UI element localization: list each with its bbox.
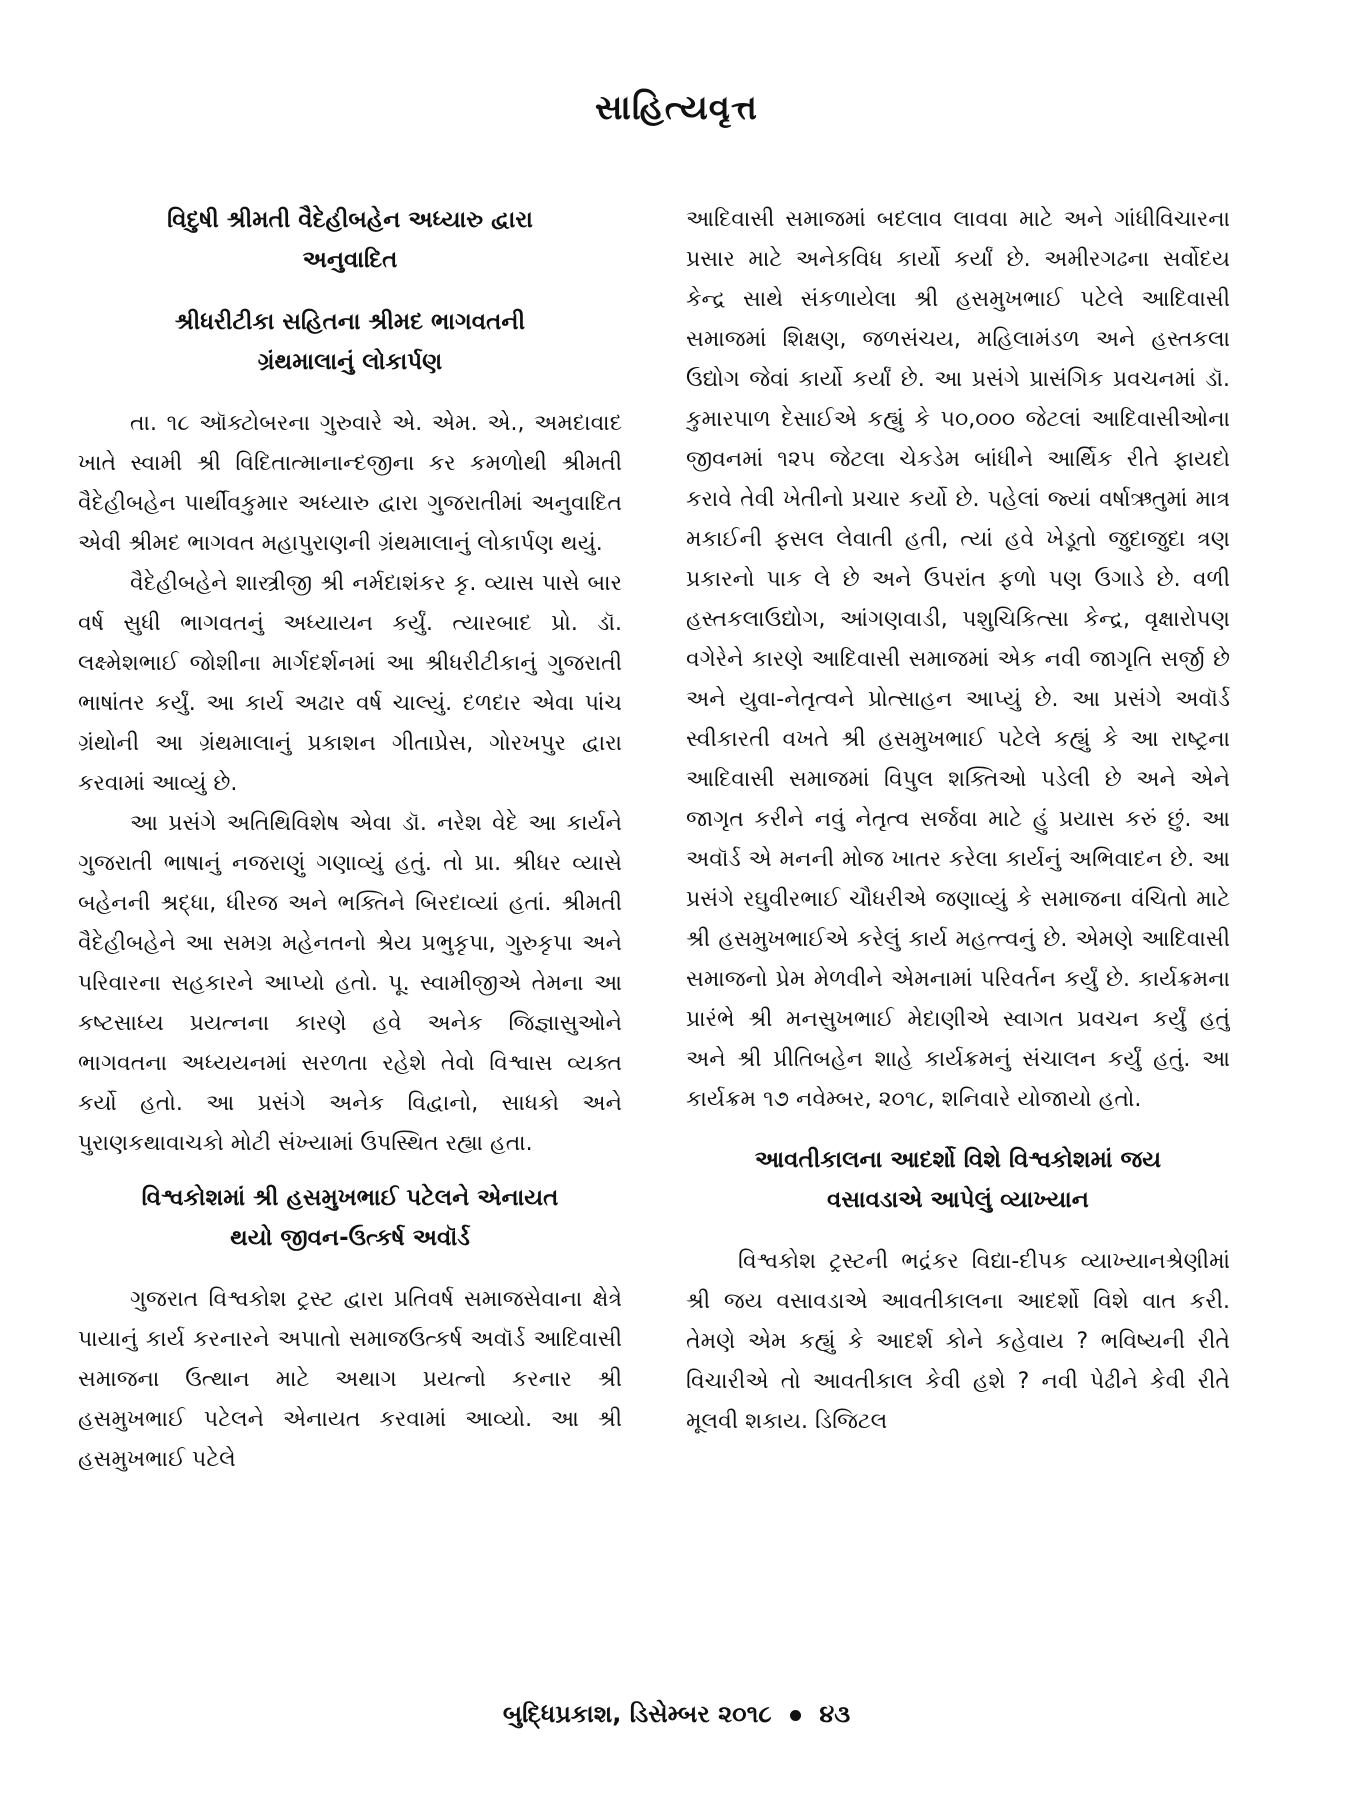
article-heading-line1: વિદુષી શ્રીમતી વૈદેહીબહેન અધ્યારુ દ્વારા [167,207,533,233]
article-award [78,1178,622,1480]
article-heading-line2: વસાવડાએ આપેલું વ્યાખ્યાન [827,1187,1089,1213]
page-number: ૪૩ [819,1700,851,1728]
article-heading-line1: આવતીકાલના આદર્શો વિશે વિશ્વકોશમાં જય [754,1147,1162,1173]
left-column [78,200,622,1680]
article-heading-line1: વિશ્વકોશમાં શ્રી હસમુખભાઈ પટેલને એનાયત [141,1185,559,1211]
bullet-icon [790,1710,801,1721]
article-subheading-line2: ગ્રંથમાલાનું લોકાર્પણ [257,349,443,375]
page-header: સાહિત્યવૃત્ત [595,88,758,128]
article-award-continued [686,200,1230,1120]
paragraph: આ પ્રસંગે અતિથિવિશેષ એવા ડૉ. નરેશ વેદે આ કાર્યને ગુજરાતી ભાષાનું નજરાણું ગણાવ્યું હતું. તો પ્રા. શ્રીધર વ્યાસે બહેનની શ્રદ્ધા, ધીરજ અને ભક્તિને બિરદાવ્યાં હતાં. શ્રીમતી વૈદેહીબહેને આ સમગ્ર મહેનતનો શ્રેય પ્રભુકૃપા, ગુરુકૃપા અને પરિવારના સહકારને આપ્યો હતો. પૂ. સ્વામીજીએ તેમના આ કષ્ટસાધ્ય પ્રયત્નના કારણે હવે અનેક જિજ્ઞાસુઓને ભાગવતના અધ્યયનમાં સરળતા રહેશે તેવો વિશ્વાસ વ્યક્ત કર્યો હતો. આ પ્રસંગે અનેક વિદ્વાનો, સાધકો અને પુરાણકથાવાચકો મોટી સંખ્યામાં ઉપસ્થિત રહ્યા હતા. [78,811,622,1156]
paragraph: વૈદેહીબહેને શાસ્ત્રીજી શ્રી નર્મદાશંકર કૃ. વ્યાસ પાસે બાર વર્ષ સુધી ભાગવતનું અધ્યાયન કર્યું. ત્યારબાદ પ્રો. ડૉ. લક્ષ્મેશભાઈ જોશીના માર્ગદર્શનમાં આ શ્રીધરીટીકાનું ગુજરાતી ભાષાંતર કર્યું. આ કાર્ય અઢાર વર્ષ ચાલ્યું. દળદાર એવા પાંચ ગ્રંથોની આ ગ્રંથમાલાનું પ્રકાશન ગીતાપ્રેસ, ગોરખપુર દ્વારા કરવામાં આવ્યું છે. [78,571,622,796]
paragraph: ગુજરાત વિશ્વકોશ ટ્રસ્ટ દ્વારા પ્રતિવર્ષ સમાજસેવાના ક્ષેત્રે પાયાનું કાર્ય કરનારને અપાતો સમાજઉત્કર્ષ અવૉર્ડ આદિવાસી સમાજના ઉત્થાન માટે અથાગ પ્રયત્નો કરનાર શ્રી હસમુખભાઈ પટેલને એનાયત કરવામાં આવ્યો. આ શ્રી હસમુખભાઈ પટેલે [78,1287,622,1472]
article-heading-line2: અનુવાદિત [302,247,398,273]
article-heading-line2: થયો જીવન-ઉત્કર્ષ અવૉર્ડ [230,1225,470,1251]
paragraph: વિશ્વકોશ ટ્રસ્ટની ભદ્રંકર વિદ્યા-દીપક વ્યાખ્યાનશ્રેણીમાં શ્રી જય વસાવડાએ આવતીકાલના આદર્શો વિશે વાત કરી. તેમણે એમ કહ્યું કે આદર્શ કોને કહેવાય ? ભવિષ્યની રીતે વિચારીએ તો આવતીકાલ કેવી હશે ? નવી પેઢીને કેવી રીતે મૂલવી શકાય. ડિજિટલ [686,1249,1230,1434]
paragraph: તા. ૧૮ ઑક્ટોબરના ગુરુવારે એ. એમ. એ., અમદાવાદ ખાતે સ્વામી શ્રી વિદિતાત્માનાન્દજીના કર કમળોથી શ્રીમતી વૈદેહીબહેન પાર્થીવકુમાર અધ્યારુ દ્વારા ગુજરાતીમાં અનુવાદિત એવી શ્રીમદ ભાગવત મહાપુરાણની ગ્રંથમાલાનું લોકાર્પણ થયું. [78,411,622,556]
page-footer [0,1700,1353,1728]
article-subheading-line1: શ્રીધરીટીકા સહિતના શ્રીમદ ભાગવતની [174,309,526,335]
publication-name: બુદ્ધિપ્રકાશ, ડિસેમ્બર ૨૦૧૮ [502,1700,772,1728]
article-lecture [686,1140,1230,1442]
right-column [686,200,1230,1680]
article-bhagvat-release [78,200,622,1164]
paragraph: આદિવાસી સમાજમાં બદલાવ લાવવા માટે અને ગાંધીવિચારના પ્રસાર માટે અનેકવિધ કાર્યો કર્યાં છે. અમીરગઢના સર્વોદય કેન્દ્ર સાથે સંકળાયેલા શ્રી હસમુખભાઈ પટેલે આદિવાસી સમાજમાં શિક્ષણ, જળસંચય, મહિલામંડળ અને હસ્તકલા ઉદ્યોગ જેવાં કાર્યો કર્યાં છે. આ પ્રસંગે પ્રાસંગિક પ્રવચનમાં ડૉ. કુમારપાળ દેસાઈએ કહ્યું કે ૫૦,૦૦૦ જેટલાં આદિવાસીઓના જીવનમાં ૧૨૫ જેટલા ચેકડેમ બાંધીને આર્થિક રીતે ફાયદો કરાવે તેવી ખેતીનો પ્રચાર કર્યો છે. પહેલાં જ્યાં વર્ષાઋતુમાં માત્ર મકાઈની ફસલ લેવાતી હતી, ત્યાં હવે ખેડૂતો જુદાજુદા ત્રણ પ્રકારનો પાક લે છે અને ઉપરાંત ફળો પણ ઉગાડે છે. વળી હસ્તકલાઉદ્યોગ, આંગણવાડી, પશુચિકિત્સા કેન્દ્ર, વૃક્ષારોપણ વગેરેને કારણે આદિવાસી સમાજમાં એક નવી જાગૃતિ સર્જી છે અને યુવા-નેતૃત્વને પ્રોત્સાહન આપ્યું છે. આ પ્રસંગે અવૉર્ડ સ્વીકારતી વખતે શ્રી હસમુખભાઈ પટેલે કહ્યું કે આ રાષ્ટ્રના આદિવાસી સમાજમાં વિપુલ શક્તિઓ પડેલી છે અને એને જાગૃત કરીને નવું નેતૃત્વ સર્જવા માટે હું પ્રયાસ કરું છું. આ અવૉર્ડ એ મનની મોજ ખાતર કરેલા કાર્યનું અભિવાદન છે. આ પ્રસંગે રઘુવીરભાઈ ચૌધરીએ જણાવ્યું કે સમાજના વંચિતો માટે શ્રી હસમુખભાઈએ કરેલું કાર્ય મહત્ત્વનું છે. એમણે આદિવાસી સમાજનો પ્રેમ મેળવીને એમનામાં પરિવર્તન કર્યું છે. કાર્યક્રમના પ્રારંભે શ્રી મનસુખભાઈ મેદાણીએ સ્વાગત પ્રવચન કર્યું હતું અને શ્રી પ્રીતિબહેન શાહે કાર્યક્રમનું સંચાલન કર્યું હતું. આ કાર્યક્રમ ૧૭ નવેમ્બર, ૨૦૧૮, શનિવારે યોજાયો હતો. [686,207,1230,1112]
